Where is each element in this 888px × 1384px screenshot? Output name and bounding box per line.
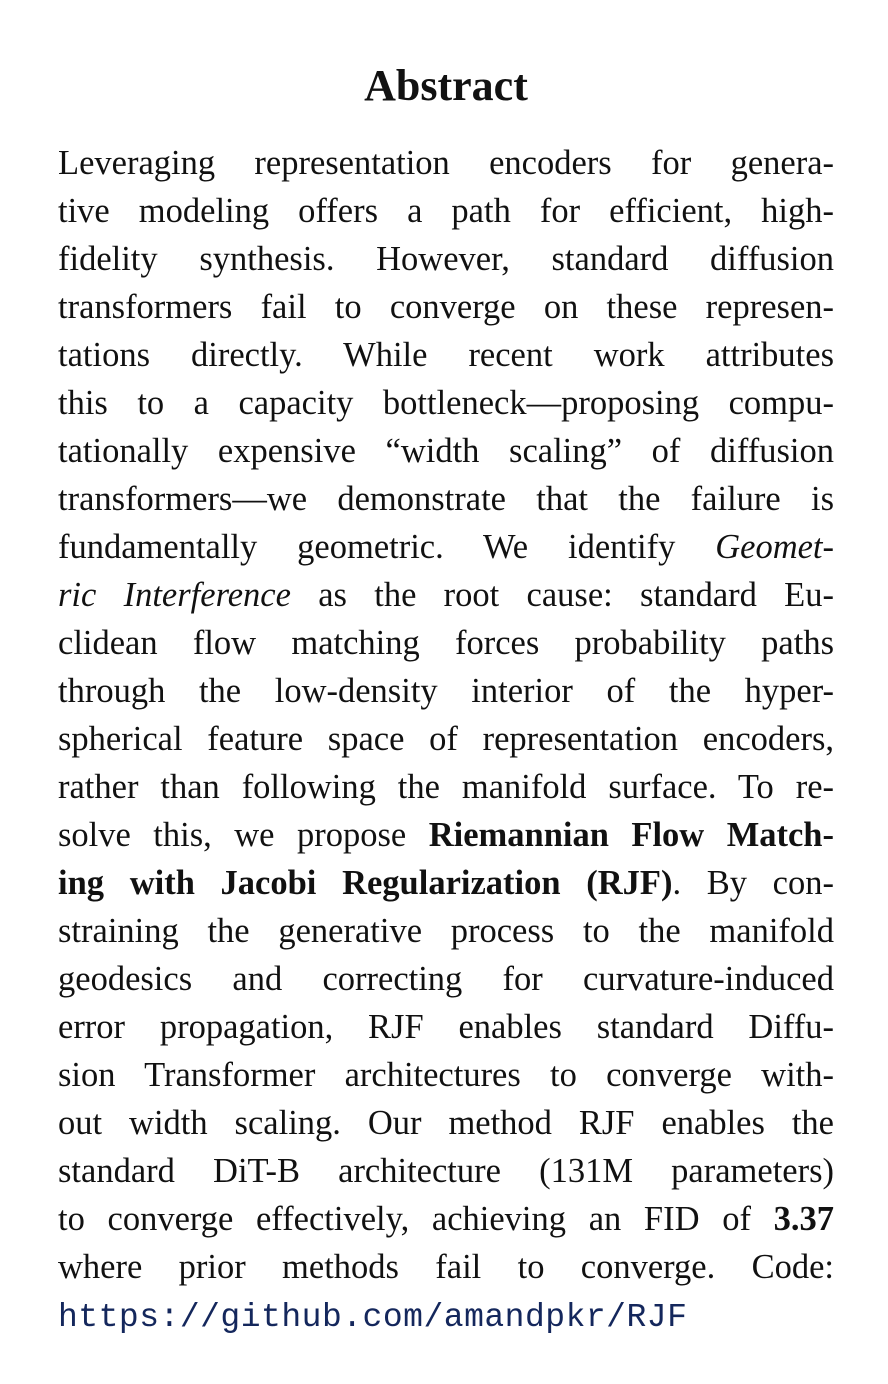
emphasis-geometric-interference: Geomet- [715,528,834,566]
abstract-line: Leveraging representation encoders for genera- [58,144,834,182]
abstract-line: fundamentally geometric. We identify Geomet- [58,528,834,566]
abstract-line: where prior methods fail to converge. Code: [58,1248,834,1286]
method-name-bold-cont: ing with Jacobi Regularization (RJF) [58,864,673,902]
abstract-section [58,60,834,1342]
abstract-line: this to a capacity bottleneck—proposing compu- [58,384,834,422]
abstract-line: clidean flow matching forces probability paths [58,624,834,662]
abstract-body [58,139,834,1342]
abstract-line: error propagation, RJF enables standard Diffu- [58,1008,834,1046]
abstract-line: spherical feature space of representation encoders, [58,720,834,758]
abstract-line: standard DiT-B architecture (131M parameters) [58,1152,834,1190]
abstract-line: tive modeling offers a path for efficient, high- [58,192,834,230]
abstract-line: tations directly. While recent work attributes [58,336,834,374]
abstract-line: to converge effectively, achieving an FID of 3.37 [58,1200,834,1238]
abstract-line: transformers—we demonstrate that the failure is [58,480,834,518]
abstract-line: rather than following the manifold surface. To re- [58,768,834,806]
abstract-line: through the low-density interior of the hyper- [58,672,834,710]
abstract-line: fidelity synthesis. However, standard diffusion [58,240,834,278]
abstract-line: transformers fail to converge on these represen- [58,288,834,326]
abstract-line: solve this, we propose Riemannian Flow Match- [58,816,834,854]
abstract-line: geodesics and correcting for curvature-induced [58,960,834,998]
abstract-line: ric Interference as the root cause: standard Eu- [58,576,834,614]
code-line [58,1291,834,1342]
abstract-line: out width scaling. Our method RJF enables the [58,1104,834,1142]
abstract-line: straining the generative process to the manifold [58,912,834,950]
fid-score: 3.37 [773,1200,834,1238]
abstract-heading: Abstract [364,61,528,110]
abstract-line: ing with Jacobi Regularization (RJF). By con- [58,864,834,902]
abstract-line: sion Transformer architectures to converge with- [58,1056,834,1094]
method-name-bold: Riemannian Flow Match- [428,816,834,854]
emphasis-geometric-interference-cont: ric Interference [58,576,291,614]
code-link[interactable]: https://github.com/amandpkr/RJF [58,1299,688,1336]
abstract-line: tationally expensive “width scaling” of diffusion [58,432,834,470]
